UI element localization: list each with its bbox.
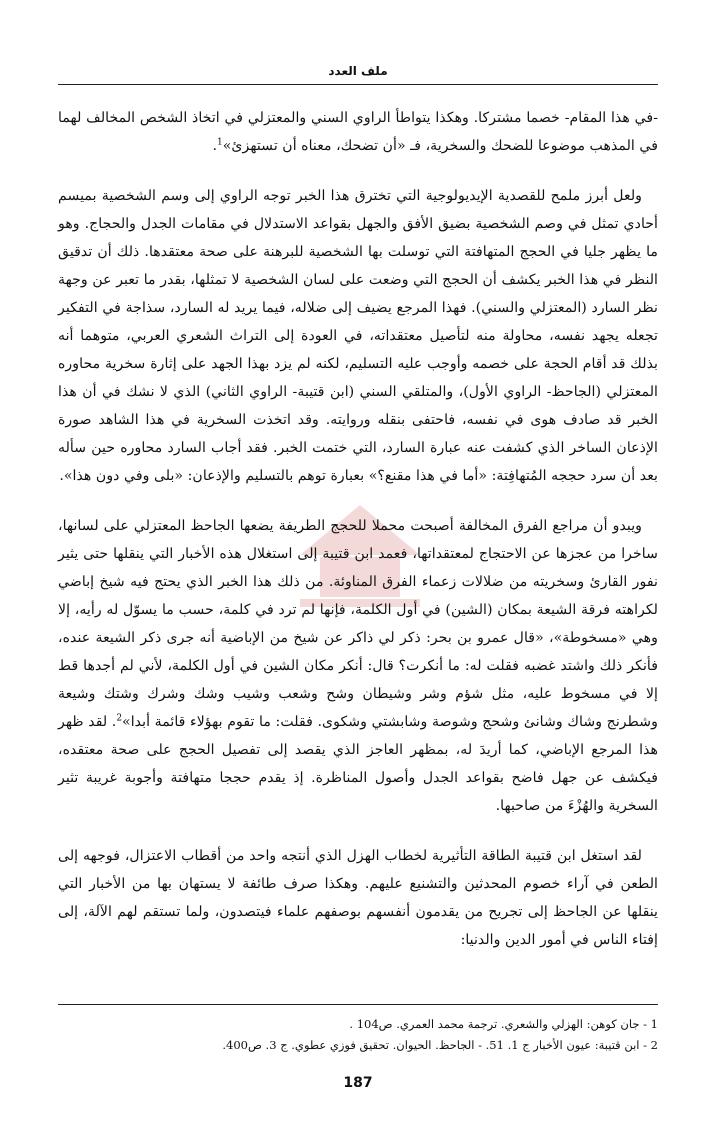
article-body <box>58 104 658 976</box>
footnote-1: 1 - جان كوهن: الهزلي والشعري. ترجمة محمد العمري. ص104 . <box>349 1017 658 1031</box>
footnote-2: 2 - ابن قتيبة: عيون الأخبار ج 1. 51. - الجاحظ. الحيوان. تحقيق فوزي عطوي. ج 3. ص400. <box>222 1038 658 1052</box>
paragraph-3: ويبدو أن مراجع الفرق المخالفة أصبحت محملا للحجج الطريفة يضعها الجاحظ المعتزلي على لسانها، ساخرا من عجزها عن الاحتجاج لمعتقداتها، فعمد ابن قتيبة إلى استغلال هذه الأخبار التي ينقلها حتى يثير نفور القارئ وسخريته من ضلالات زعماء الفرق المناوئة. من ذلك هذا الخبر الذي يحتج فيه شيخ إباضي لكراهته فرقة الشيعة بمكان (الشين) في أول الكلمة، فإنها لم ترد في كلمة، حسب ما يسوّل له رأيه، إلا وهي «مسخوطة»، «قال عمرو بن بحر: ذكر لي ذاكر عن شيخ من الإباضية أنه جرى ذكر الشيعة عنده، فأنكر ذلك واشتد غضبه فقلت له: ما أنكرت؟ قال: أنكر مكان الشين في أول الكلمة، لأني لم أجدها قط إلا في مسخوط عليه، مثل شؤم وشر وشيطان وشح وشعب وشيب وشك وشرك وشتك وشيعة وشطرنج وشاك وشانئ وشحج وشوصة وشابشتي وشكوى. فقلت: ما تقوم بهؤلاء قائمة أبدا»$^2$. لقد ظهر هذا المرجع الإباضي، كما أريدَ له، بمظهر العاجز الذي يقصد إلى تفصيل الحجج على صحة معتقده، فيكشف عن جهل فاضح بقواعد الجدل وأصول المناظرة. إذ يقدم حججا متهافتة وأجوبة غريبة تثير السخرية والهُزْءَ من صاحبها. <box>58 518 658 814</box>
paragraph-2: ولعل أبرز ملمح للقصدية الإيديولوجية التي تخترق هذا الخبر توجه الراوي إلى وسم الشخصية بميسم أحادي تمثل في وصم الشخصية بضيق الأفق والجهل بقواعد الاستدلال في مقامات الجدل والحجاج. وهو ما يظهر جليا في الحجج المتهافتة التي توسلت بها الشخصية للبرهنة على صحة معتقدها. ذلك أن تدقيق النظر في هذا الخبر يكشف أن الحجج التي وضعت على لسان الشخصية لا تمثلها، بقدر ما تعبر عن وجهة نظر السارد (المعتزلي والسني). فهذا المرجع يضيف إلى ضلاله، فيما يريد له السارد، سذاجة في التفكير تجعله يجهد نفسه، محاولة منه لتأصيل معتقداته، في العودة إلى التراث الشعري العربي، متوهما أنه بذلك قد أقام الحجة على خصمه وأوجب عليه التسليم، لكنه لم يزد بهذا الجهد على إثارة سخرية محاوره المعتزلي (الجاحظ- الراوي الأول)، والمتلقي السني (ابن قتيبة- الراوي الثاني) الذي لا نشك في أن هذا الخبر قد صادف هوى في نفسه، فاحتفى بنقله وروايته. وقد اتخذت السخرية في هذا الشاهد صورة الإذعان الساخر الذي كشفت عنه عبارة السارد، التي ختمت الخبر. فقد أجاب السارد محاوره حين سأله بعد أن سرد حججه المُتهافِتة: «أما في هذا مقنع؟» بعبارة توهم بالتسليم والإذعان: «بلى وفي دون هذا». <box>58 188 658 484</box>
footnote-divider <box>58 1004 658 1005</box>
header-divider <box>58 84 658 85</box>
footnote-ref-2: 2 <box>116 713 123 724</box>
footnote-ref-1: 1 <box>217 137 223 148</box>
paragraph-4: لقد استغل ابن قتيبة الطاقة التأثيرية لخطاب الهزل الذي أنتجه واحد من أقطاب الاعتزال، فوجهه إلى الطعن في آراء خصوم المحدثين والتشنيع عليهم. وهكذا صرف طائفة لا يستهان بها من الأخبار التي ينقلها عن الجاحظ إلى تجريح من يقدمون أنفسهم بوصفهم علماء فيتصدون، ولما تستقم لهم الآلة، إلى إفتاء الناس في أمور الدين والدنيا: <box>58 848 658 948</box>
footnotes <box>58 1014 658 1056</box>
running-header: ملف العدد <box>328 64 388 78</box>
paragraph-1: -في هذا المقام- خصما مشتركا. وهكذا يتواطأ الراوي السني والمعتزلي في اتخاذ الشخص المخالف لهما في المذهب موضوعا للضحك والسخرية، فـ «أن تضحك، معناه أن تستهزئ»$^1$. <box>58 110 658 154</box>
page-number: 187 <box>343 1075 373 1091</box>
